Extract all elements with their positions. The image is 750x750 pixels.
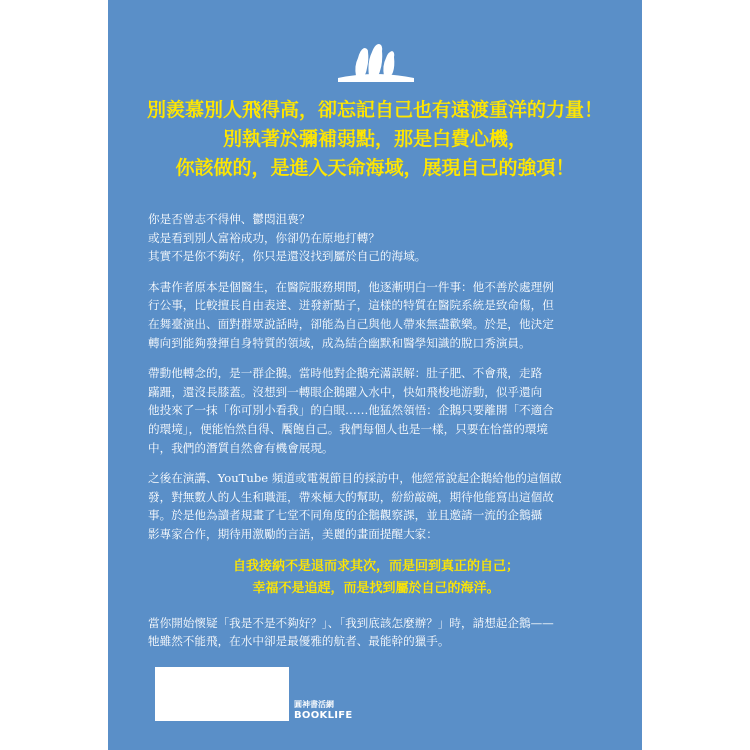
- text-line: 你是否曾志不得伸、鬱悶沮喪？: [148, 212, 311, 226]
- text-line: 蹣跚，還沒長膝蓋。沒想到一轉眼企鵝躍入水中，快如飛梭地游動，似乎還向: [148, 384, 543, 399]
- text-line: 當你開始懷疑「我是不是不夠好？」、「我到底該怎麼辦？」時，請想起企鵝——: [148, 615, 554, 630]
- highlight-line: 幸福不是追趕，而是找到屬於自己的海洋。: [252, 580, 500, 596]
- text-line: 事。於是他為讀者規畫了七堂不同角度的企鵝觀察課，並且邀請一流的企鵝攝: [148, 508, 543, 523]
- headline-line: 別羨慕別人飛得高，卻忘記自己也有遠渡重洋的力量！: [146, 99, 603, 121]
- text-line: 牠雖然不能飛，在水中卻是最優雅的航者、最能幹的獵手。: [148, 634, 450, 649]
- text-line: 他投來了一抹「你可別小看我」的白眼……他猛然領悟：企鵝只要離開「不適合: [148, 403, 554, 418]
- publisher-logo: [294, 699, 353, 722]
- text-line: 發，對無數人的人生和職涯，帶來極大的幫助，紛紛敲碗，期待他能寫出這個故: [148, 489, 554, 504]
- text-line: 的環境」，便能怡然自得、饜飽自己。我們每個人也是一樣，只要在恰當的環境: [148, 421, 548, 436]
- text-line: 在舞臺演出、面對群眾說話時，卻能為自己與他人帶來無盡歡樂。於是，他決定: [148, 316, 554, 331]
- text-line: 其實不是你不夠好，你只是還沒找到屬於自己的海域。: [148, 249, 427, 264]
- headline-line: 別執著於彌補弱點，那是白費心機，: [222, 128, 527, 150]
- headline-line: 你該做的，是進入天命海域，展現自己的強項！: [175, 157, 575, 179]
- publisher-name-cn: 圓神書活網: [294, 700, 334, 709]
- barcode-area: [155, 667, 289, 721]
- penguins-on-ice-icon: [336, 38, 416, 82]
- paragraph: [148, 364, 604, 457]
- paragraph: [148, 469, 604, 543]
- headline: [108, 96, 642, 183]
- text-line: 帶動他轉念的，是一群企鵝。當時他對企鵝充滿誤解：肚子肥、不會飛，走路: [148, 366, 543, 381]
- text-line: 影專家合作，期待用激勵的言語，美麗的畫面提醒大家：: [148, 526, 438, 541]
- back-cover-copy: [148, 210, 604, 663]
- text-line: 行公事，比較擅長自由表達、迸發新點子，這樣的特質在醫院系統是致命傷，但: [148, 298, 554, 313]
- highlight-quote: [148, 556, 604, 600]
- text-line: 轉向到能夠發揮自身特質的領域，成為結合幽默和醫學知識的脫口秀演員。: [148, 335, 531, 350]
- paragraph: [148, 278, 604, 352]
- paragraph: [148, 210, 604, 266]
- publisher-name-en: BOOKLIFE: [294, 710, 353, 721]
- closing-paragraph: [148, 614, 604, 651]
- text-line: 中，我們的潛質自然會有機會展現。: [148, 440, 334, 455]
- highlight-line: 自我接納不是退而求其次，而是回到真正的自己；: [232, 558, 519, 574]
- text-line: 之後在演講、YouTube 頻道或電視節目的採訪中，他經常說起企鵝給他的這個啟: [148, 471, 562, 486]
- text-line: 本書作者原本是個醫生，在醫院服務期間，他逐漸明白一件事：他不善於處理例: [148, 279, 554, 294]
- book-back-cover: [108, 0, 642, 750]
- text-line: 或是看到別人富裕成功，你卻仍在原地打轉？: [148, 230, 380, 245]
